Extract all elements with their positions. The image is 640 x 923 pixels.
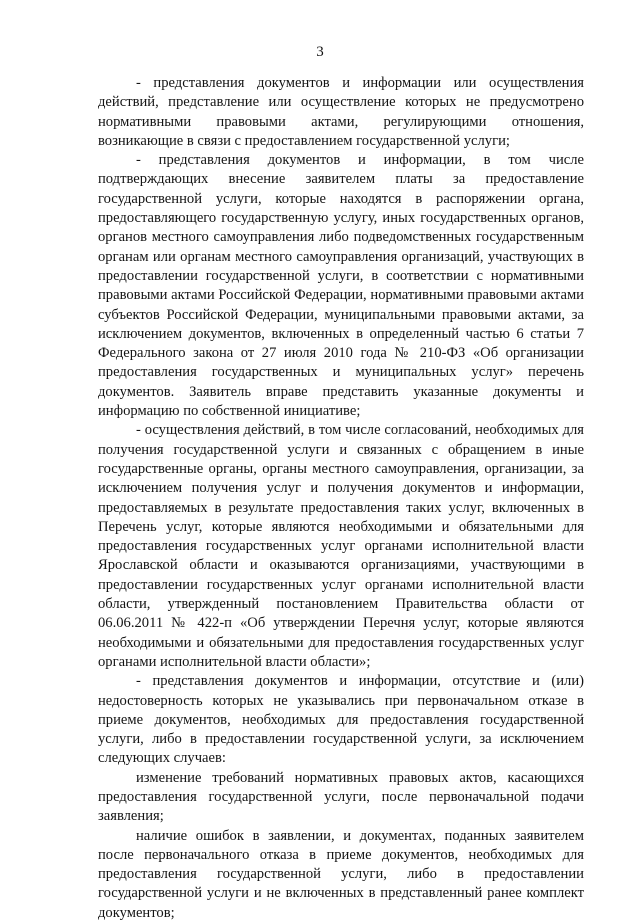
page-number: 3: [316, 44, 324, 60]
document-body: [98, 74, 584, 923]
paragraph-4: - представления документов и информации, отсутствие и (или) недостоверность которых не указывались при первоначальном отказе в приеме документов, необходимых для предоставления государственной услуги, либо в предоставлении государственной услуги, за исключением следующих случаев:: [98, 673, 584, 767]
paragraph-5: изменение требований нормативных правовых актов, касающихся предоставления государственной услуги, после первоначальной подачи заявления;: [98, 769, 584, 825]
paragraph-6: наличие ошибок в заявлении, и документах, поданных заявителем после первоначального отказа в приеме документов, необходимых для предоставления государственной услуги, либо в предоставлении государственной услуги и не включенных в представленный ранее комплект документов;: [98, 827, 584, 921]
paragraph-1: - представления документов и информации или осуществления действий, представление или осуществление которых не предусмотрено нормативными правовыми актами, регулирующими отношения, возникающие в связи с предоставлением государственной услуги;: [98, 75, 584, 149]
paragraph-2: - представления документов и информации, в том числе подтверждающих внесение заявителем платы за предоставление государственной услуги, которые находятся в распоряжении органа, предоставляющего государственную услугу, иных государственных органов, органов местного самоуправления либо подведомственных государственным органам или органам местного самоуправления организаций, участвующих в предоставлении государственной услуги, в соответствии с нормативными правовыми актами Российской Федерации, нормативными правовыми актами субъектов Российской Федерации, муниципальными правовыми актами, за исключением документов, включенных в определенный частью 6 статьи 7 Федерального закона от 27 июля 2010 года № 210-ФЗ «Об организации предоставления государственных и муниципальных услуг» перечень документов. Заявитель вправе представить указанные документы и информацию по собственной инициативе;: [98, 152, 584, 420]
paragraph-3: - осуществления действий, в том числе согласований, необходимых для получения государственной услуги и связанных с обращением в иные государственные органы, органы местного самоуправления, организации, за исключением получения услуг и получения документов и информации, предоставляемых в результате предоставления таких услуг, включенных в Перечень услуг, которые являются необходимыми и обязательными для предоставления государственных услуг органами исполнительной власти Ярославской области и оказываются организациями, участвующими в предоставлении государственных услуг органами исполнительной власти области, утвержденный постановлением Правительства области от 06.06.2011 № 422-п «Об утверждении Перечня услуг, которые являются необходимыми и обязательными для предоставления государственных услуг органами исполнительной власти области»;: [98, 422, 584, 670]
